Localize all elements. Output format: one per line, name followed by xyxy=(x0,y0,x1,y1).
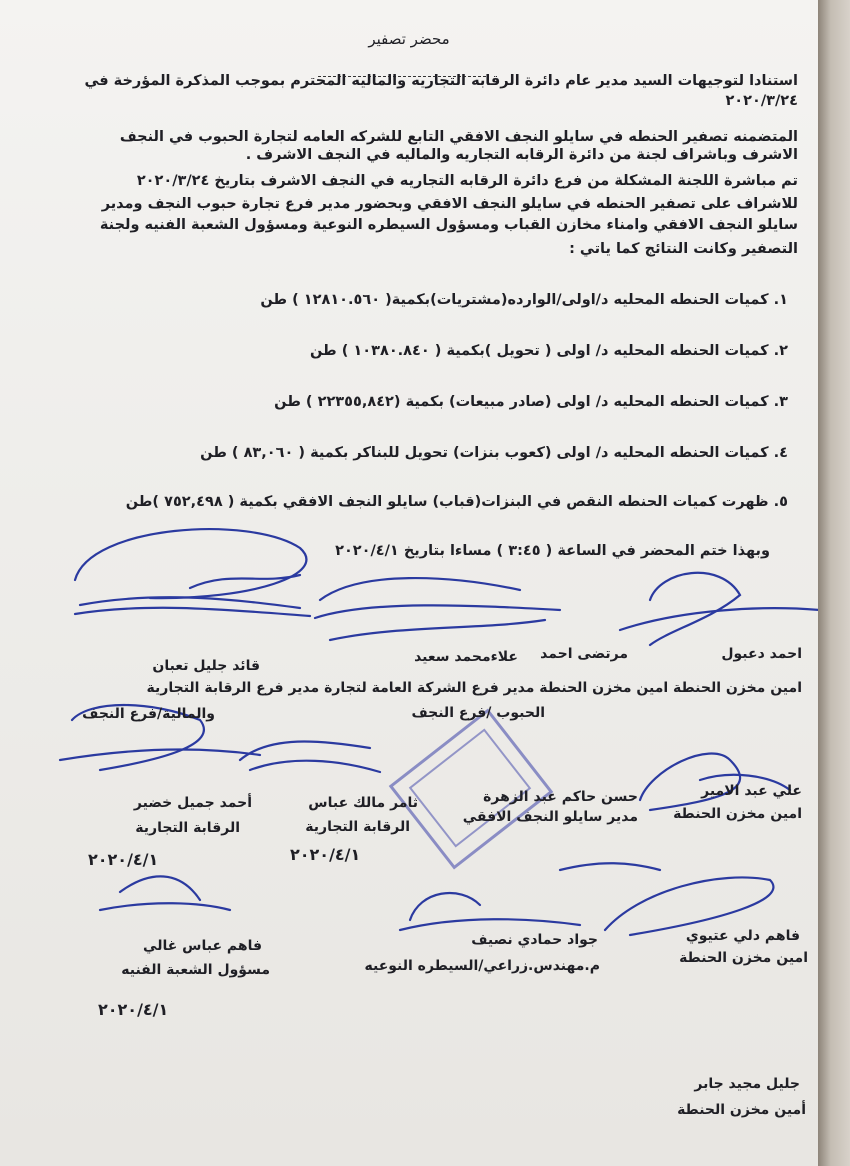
intro-line-4: الاشرف وباشراف لجنة من دائرة الرقابه التجاريه والماليه في النجف الاشرف . xyxy=(245,147,798,163)
signatory-role-11: مسؤول الشعبة الفنيه xyxy=(121,962,270,978)
signatory-name-3: علاءمحمد سعيد xyxy=(414,649,518,665)
document-title: محضر تصفير xyxy=(368,30,450,48)
signatory-role-10: م.مهندس.زراعي/السيطره النوعيه xyxy=(364,958,600,974)
signatory-name-11: فاهم عباس غالي xyxy=(143,938,262,954)
footer-signatory-name: جليل مجيد جابر xyxy=(694,1076,800,1092)
signatory-name-2: مرتضى احمد xyxy=(540,646,628,662)
signatory-role-8: الرقابة التجارية xyxy=(135,820,240,836)
signatory-role-7: الرقابة التجارية xyxy=(305,819,410,835)
signatory-role-control: والمالية/فرع النجف xyxy=(82,706,215,722)
signatory-name-9: فاهم دلي عتيوي xyxy=(685,928,800,944)
result-item-3: ٣. كميات الحنطه المحليه د/ اولى (صادر مبيعات) بكمية (٢٢٣٥٥,٨٤٢ ) طن xyxy=(274,394,788,410)
signatory-role-branch: الحبوب /فرع النجف xyxy=(411,705,545,721)
intro-line-5: تم مباشرة اللجنة المشكلة من فرع دائرة الرقابه التجاريه في النجف الاشرف بتاريخ ٢٠٢٠/٣/٢٤ xyxy=(136,173,798,189)
footer-signatory-role: أمين مخزن الحنطة xyxy=(677,1102,806,1118)
signatory-role-9: امين مخزن الحنطة xyxy=(679,950,808,966)
signatory-date-7: ٢٠٢٠/٤/١ xyxy=(290,845,361,864)
result-item-4: ٤. كميات الحنطه المحليه د/ اولى (كعوب بنزات) تحويل للبناكر بكمية ( ٨٣,٠٦٠ ) طن xyxy=(200,445,788,461)
signatory-name-1: احمد دعبول xyxy=(721,646,802,662)
signatory-roles-row1: امين مخزن الحنطة امين مخزن الحنطة مدير فرع الشركة العامة لتجارة مدير فرع الرقابة التجارية xyxy=(146,680,802,696)
signatory-name-8: أحمد جميل خضير xyxy=(133,795,252,811)
signatory-date-8: ٢٠٢٠/٤/١ xyxy=(88,850,159,869)
signatory-name-7: ثامر مالك عباس xyxy=(308,795,418,811)
intro-line-7: سايلو النجف الافقي وامناء مخازن القباب ومسؤول السيطره النوعية ومسؤول الشعبة الفنيه ولجنة xyxy=(99,217,798,233)
signatory-name-6: حسن حاكم عبد الزهرة xyxy=(483,789,638,805)
intro-line-2: ٢٠٢٠/٣/٢٤ xyxy=(725,93,798,109)
intro-line-8: التصفير وكانت النتائج كما ياتي : xyxy=(569,241,798,257)
result-item-1: ١. كميات الحنطه المحليه د/اولى/الوارده(مشتريات)بكمية( ١٢٨١٠.٥٦٠ ) طن xyxy=(260,292,788,308)
signatory-name-5: علي عبد الامير xyxy=(701,783,802,799)
closing-statement: وبهذا ختم المحضر في الساعة ( ٣:٤٥ ) مساءا بتاريخ ٢٠٢٠/٤/١ xyxy=(335,543,770,559)
signatory-role-6: مدير سايلو النجف الافقي xyxy=(462,809,638,825)
signatory-date-11: ٢٠٢٠/٤/١ xyxy=(98,1000,169,1019)
signatory-role-5: امين مخزن الحنطة xyxy=(673,806,802,822)
result-item-2: ٢. كميات الحنطه المحليه د/ اولى ( تحويل )بكمية ( ١٠٣٨٠.٨٤٠ ) طن xyxy=(309,343,788,359)
intro-line-3: المتضمنه تصفير الحنطه في سايلو النجف الافقي التابع للشركه العامه لتجارة الحبوب في النجف xyxy=(119,129,798,145)
result-item-5: ٥. ظهرت كميات الحنطه النقص في البنزات(قباب) سايلو النجف الافقي بكمية ( ٧٥٢,٤٩٨ )طن xyxy=(125,494,788,510)
background-edge xyxy=(818,0,850,1166)
intro-line-1: استنادا لتوجيهات السيد مدير عام دائرة الرقابه التجاريه والماليه المحترم بموجب المذكرة المؤرخة في xyxy=(84,73,798,89)
signatory-name-10: جواد حمادي نصيف xyxy=(471,932,598,948)
intro-line-6: للاشراف على تصفير الحنطه في سايلو النجف الافقي وبحضور مدير فرع تجارة حبوب النجف ومدير xyxy=(101,196,798,212)
signatory-name-4: قائد جليل تعبان xyxy=(152,658,260,674)
